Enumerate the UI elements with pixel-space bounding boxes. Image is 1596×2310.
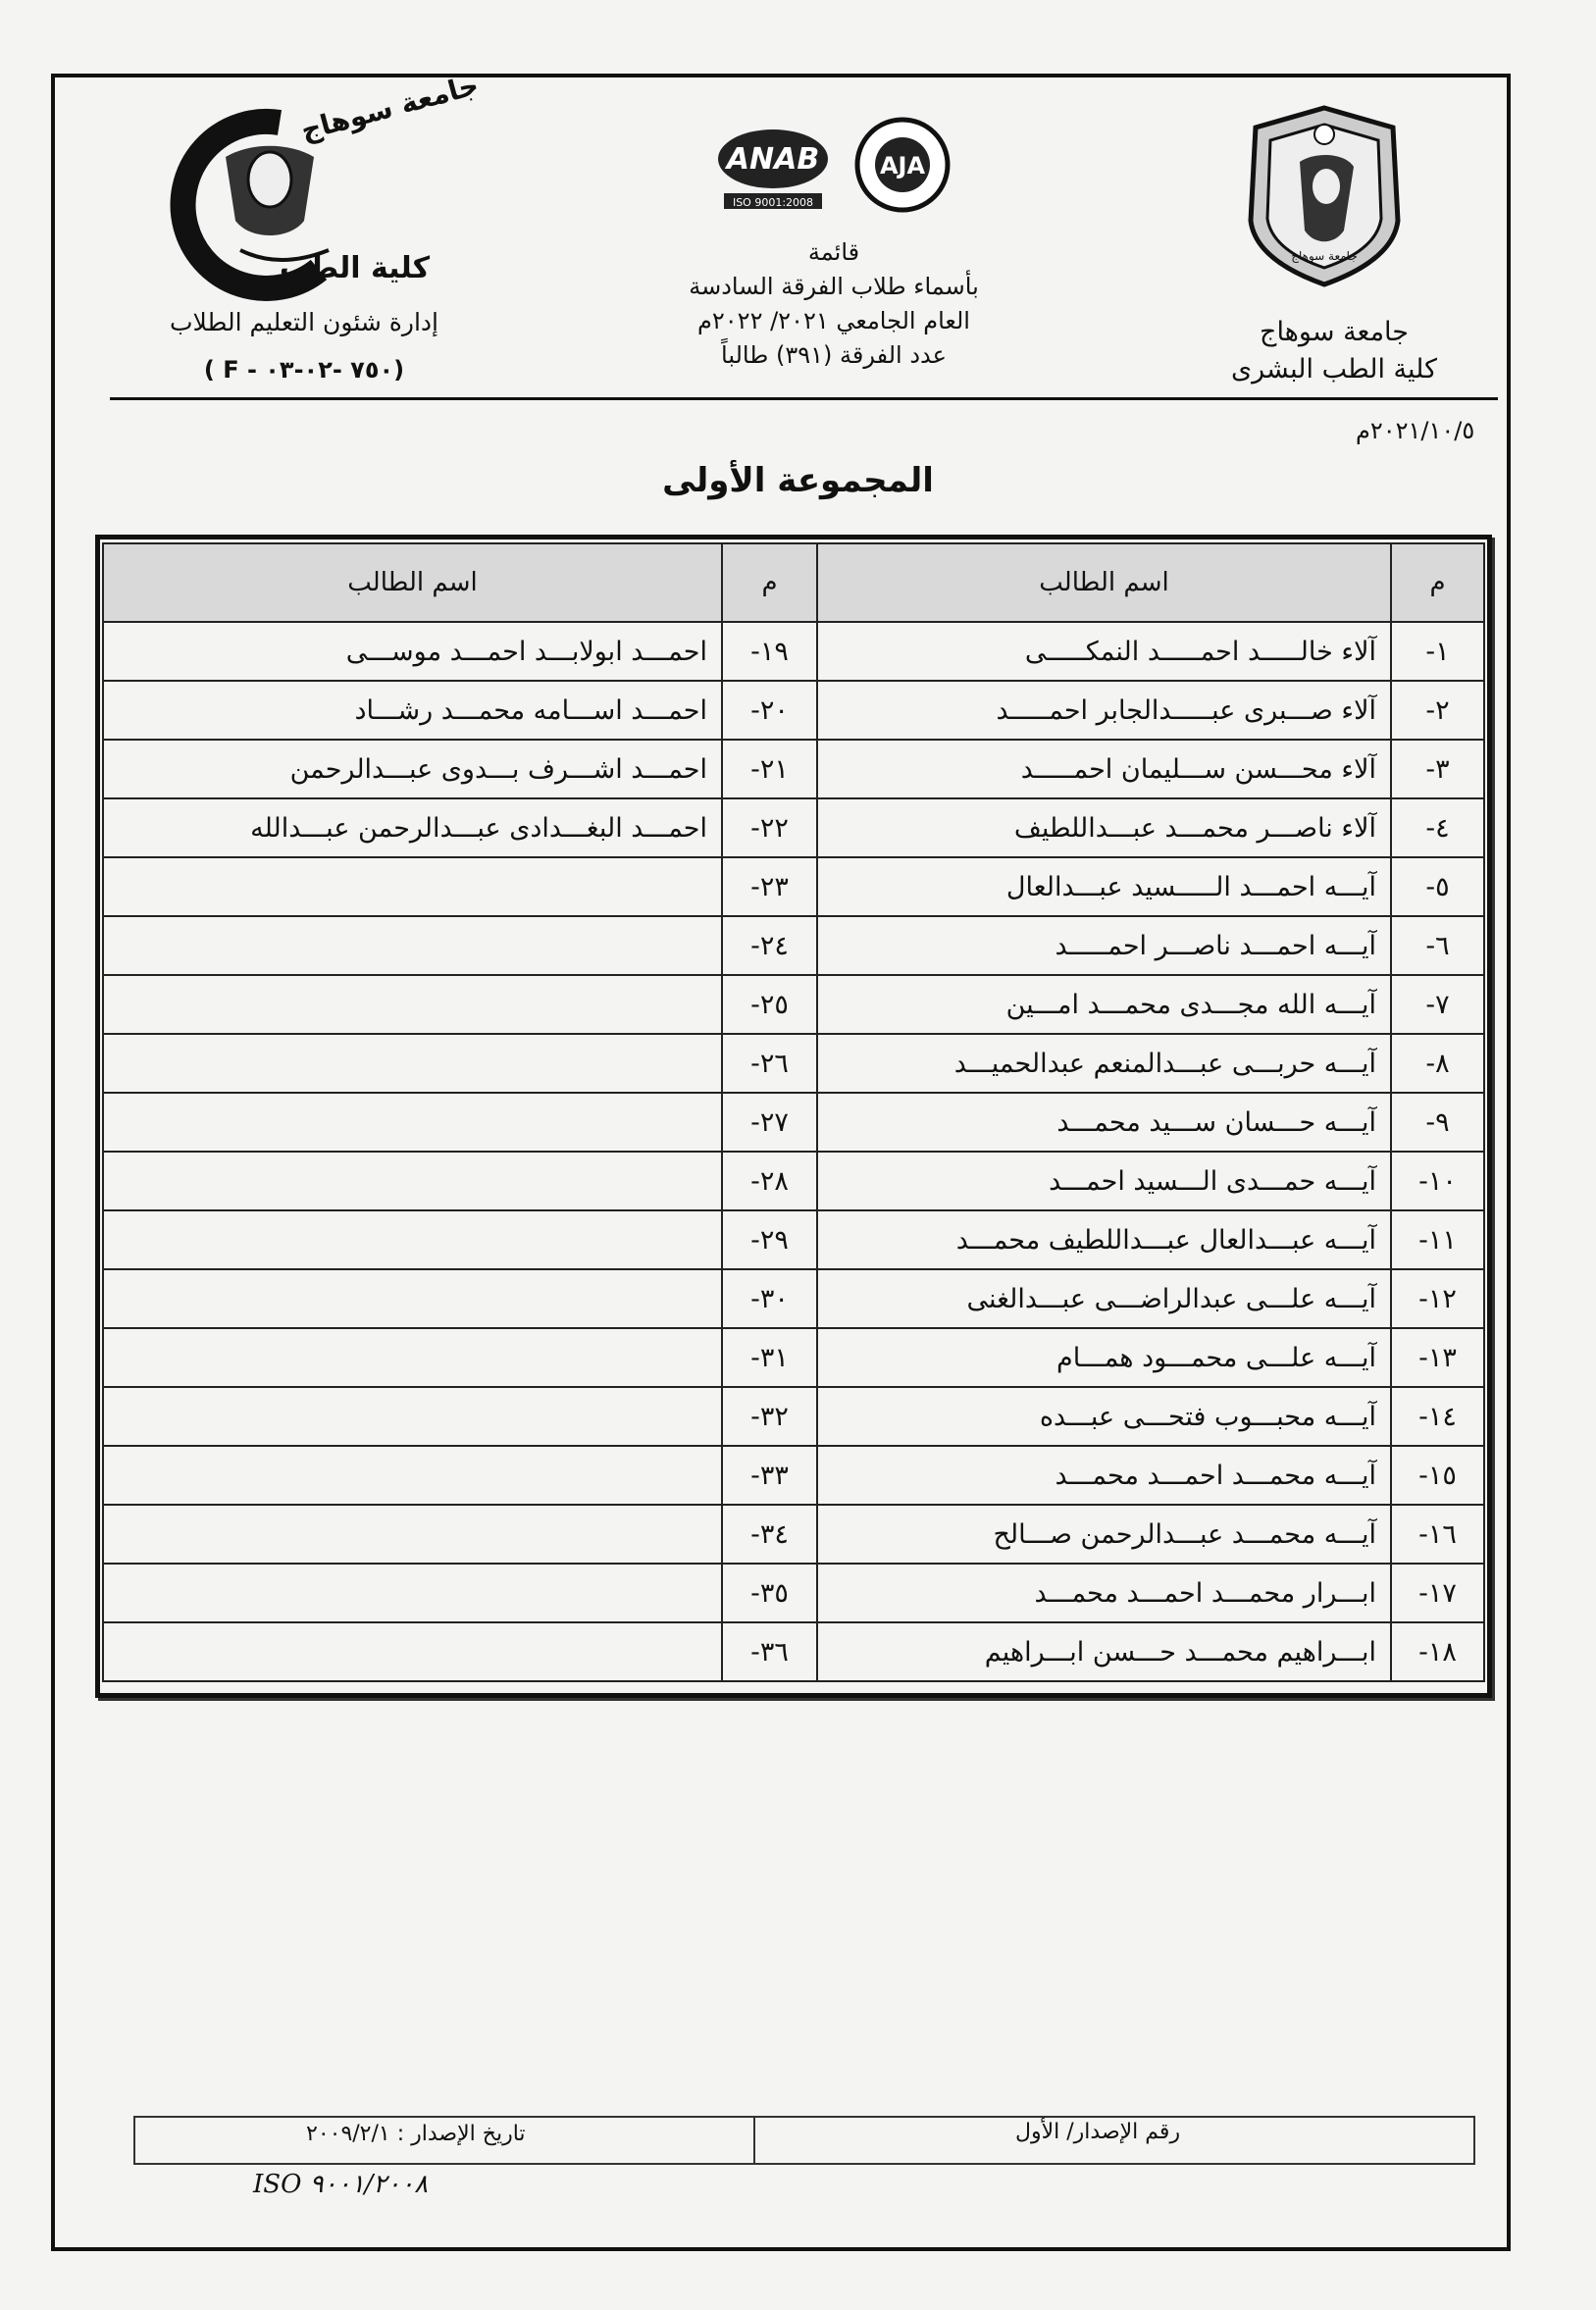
- faculty-name: كلية الطب البشرى: [1231, 354, 1437, 385]
- table-row: [103, 857, 1484, 916]
- student-name-right: آيـــه علـــى عبدالراضـــى عبـــدالغنى: [817, 1269, 1391, 1328]
- row-num-left: ٢٢-: [722, 798, 817, 857]
- row-num-left: ٣١-: [722, 1328, 817, 1387]
- row-num-right: ٥-: [1391, 857, 1484, 916]
- student-name-right: آيـــه محمـــد احمـــد محمـــد: [817, 1446, 1391, 1505]
- row-num-right: ١٤-: [1391, 1387, 1484, 1446]
- row-num-left: ٢٧-: [722, 1093, 817, 1152]
- row-num-right: ٣-: [1391, 740, 1484, 798]
- list-subtitle: بأسماء طلاب الفرقة السادسة: [689, 273, 979, 300]
- row-num-right: ١٣-: [1391, 1328, 1484, 1387]
- list-info-block: [618, 235, 1050, 373]
- row-num-right: ١٢-: [1391, 1269, 1484, 1328]
- issue-box-divider: [753, 2118, 755, 2163]
- table-row: [103, 1034, 1484, 1093]
- student-name-right: آيـــه حـــسان ســـيد محمـــد: [817, 1093, 1391, 1152]
- row-num-right: ٩-: [1391, 1093, 1484, 1152]
- student-name-right: آلاء محـــسن ســـليمان احمـــــد: [817, 740, 1391, 798]
- logo-left-top-text: جامعة سوهاج: [297, 68, 483, 147]
- table-row: [103, 916, 1484, 975]
- row-num-left: ٣٢-: [722, 1387, 817, 1446]
- table-row: [103, 1093, 1484, 1152]
- university-name: جامعة سوهاج: [1260, 317, 1409, 347]
- table-row: [103, 1269, 1484, 1328]
- student-name-right: آيـــه احمـــد ناصـــر احمـــــد: [817, 916, 1391, 975]
- aja-label: AJA: [879, 152, 926, 180]
- student-name-left: [103, 1152, 722, 1210]
- row-num-right: ١١-: [1391, 1210, 1484, 1269]
- row-num-left: ٢٨-: [722, 1152, 817, 1210]
- university-block: [1211, 314, 1457, 388]
- university-seal-right: [1246, 103, 1403, 289]
- student-name-right: آيـــه الله مجـــدى محمـــد امـــين: [817, 975, 1391, 1034]
- table-row: [103, 1505, 1484, 1564]
- table-row: [103, 1387, 1484, 1446]
- form-code: ( F - ٧٥٠ -٠٢-٠٣): [203, 356, 405, 384]
- student-name-left: [103, 916, 722, 975]
- table-row: [103, 1328, 1484, 1387]
- student-name-right: آلاء خالـــــد احمـــــد النمكـــــى: [817, 622, 1391, 681]
- row-num-right: ١-: [1391, 622, 1484, 681]
- row-num-left: ٣٤-: [722, 1505, 817, 1564]
- row-num-right: ١٠-: [1391, 1152, 1484, 1210]
- row-num-left: ١٩-: [722, 622, 817, 681]
- row-num-left: ٣٠-: [722, 1269, 817, 1328]
- student-name-right: آيـــه محبـــوب فتحـــى عبـــده: [817, 1387, 1391, 1446]
- table-row: [103, 740, 1484, 798]
- table-row: [103, 1564, 1484, 1622]
- student-name-right: ابـــراهيم محمـــد حـــسن ابـــراهيم: [817, 1622, 1391, 1681]
- col-header-num-right: م: [1391, 543, 1484, 622]
- student-name-left: [103, 975, 722, 1034]
- issue-number: رقم الإصدار/ الأول: [1015, 2120, 1181, 2144]
- student-name-left: احمـــد ابولابـــد احمـــد موســـى: [103, 622, 722, 681]
- student-name-left: [103, 1387, 722, 1446]
- faculty-logo-left: [132, 68, 483, 289]
- col-header-name-left: اسم الطالب: [103, 543, 722, 622]
- row-num-left: ٢٦-: [722, 1034, 817, 1093]
- student-name-left: [103, 1505, 722, 1564]
- col-header-name-right: اسم الطالب: [817, 543, 1391, 622]
- row-num-right: ١٧-: [1391, 1564, 1484, 1622]
- student-name-left: [103, 1622, 722, 1681]
- department-block: [142, 299, 466, 393]
- row-num-left: ٢٩-: [722, 1210, 817, 1269]
- table-row: [103, 681, 1484, 740]
- header-divider: [110, 397, 1498, 400]
- row-num-left: ٢٣-: [722, 857, 817, 916]
- table-body: [103, 622, 1484, 1681]
- row-num-left: ٣٥-: [722, 1564, 817, 1622]
- student-name-right: آيـــه حمـــدى الـــسيد احمـــد: [817, 1152, 1391, 1210]
- row-num-left: ٢٤-: [722, 916, 817, 975]
- student-name-right: آلاء صـــبرى عبـــــدالجابر احمـــــد: [817, 681, 1391, 740]
- logo-left-bottom-text: كلية الطب: [280, 251, 431, 285]
- accreditation-logos: [716, 118, 956, 216]
- student-name-left: [103, 857, 722, 916]
- table-row: [103, 1622, 1484, 1681]
- issue-date: تاريخ الإصدار : ٢٠٠٩/٢/١: [306, 2122, 526, 2146]
- student-name-right: آلاء ناصـــر محمـــد عبـــداللطيف: [817, 798, 1391, 857]
- row-num-left: ٣٣-: [722, 1446, 817, 1505]
- student-name-left: [103, 1328, 722, 1387]
- row-num-right: ١٥-: [1391, 1446, 1484, 1505]
- row-num-right: ١٨-: [1391, 1622, 1484, 1681]
- table-row: [103, 622, 1484, 681]
- group-title: المجموعة الأولى: [662, 461, 934, 500]
- list-title: قائمة: [807, 238, 860, 266]
- student-name-right: آيـــه محمـــد عبـــدالرحمن صـــالح: [817, 1505, 1391, 1564]
- student-name-right: آيـــه عبـــدالعال عبـــداللطيف محمـــد: [817, 1210, 1391, 1269]
- student-name-left: [103, 1210, 722, 1269]
- student-name-left: [103, 1269, 722, 1328]
- academic-year: العام الجامعي ٢٠٢١/ ٢٠٢٢م: [697, 307, 970, 334]
- student-table: [102, 542, 1485, 1682]
- student-name-left: احمـــد اســـامه محمـــد رشـــاد: [103, 681, 722, 740]
- table-row: [103, 798, 1484, 857]
- department-name: إدارة شئون التعليم الطلاب: [170, 308, 438, 336]
- seal-text: جامعة سوهاج: [1291, 249, 1358, 263]
- table-row: [103, 975, 1484, 1034]
- table-row: [103, 1446, 1484, 1505]
- student-name-left: [103, 1034, 722, 1093]
- student-name-left: [103, 1093, 722, 1152]
- student-name-left: [103, 1564, 722, 1622]
- row-num-right: ٨-: [1391, 1034, 1484, 1093]
- row-num-left: ٢٥-: [722, 975, 817, 1034]
- row-num-right: ٢-: [1391, 681, 1484, 740]
- row-num-right: ٦-: [1391, 916, 1484, 975]
- row-num-left: ٣٦-: [722, 1622, 817, 1681]
- iso-code: ISO ٩٠٠١/٢٠٠٨: [253, 2170, 429, 2199]
- document-date: ٢٠٢١/١٠/٥م: [1356, 417, 1475, 444]
- class-count: عدد الفرقة (٣٩١) طالباً: [721, 341, 947, 369]
- row-num-left: ٢٠-: [722, 681, 817, 740]
- student-name-left: احمـــد اشـــرف بـــدوى عبـــدالرحمن: [103, 740, 722, 798]
- student-name-right: ابـــرار محمـــد احمـــد محمـــد: [817, 1564, 1391, 1622]
- row-num-right: ١٦-: [1391, 1505, 1484, 1564]
- row-num-right: ٧-: [1391, 975, 1484, 1034]
- anab-sub: ISO 9001:2008: [732, 196, 814, 209]
- row-num-right: ٤-: [1391, 798, 1484, 857]
- student-name-left: [103, 1446, 722, 1505]
- student-name-right: آيـــه علـــى محمـــود همـــام: [817, 1328, 1391, 1387]
- anab-label: ANAB: [726, 142, 820, 177]
- table-row: [103, 1152, 1484, 1210]
- table-header-row: [103, 543, 1484, 622]
- row-num-left: ٢١-: [722, 740, 817, 798]
- student-name-right: آيـــه احمـــد الـــــسيد عبـــدالعال: [817, 857, 1391, 916]
- table-row: [103, 1210, 1484, 1269]
- student-name-right: آيـــه حربـــى عبـــدالمنعم عبدالحميـــد: [817, 1034, 1391, 1093]
- col-header-num-left: م: [722, 543, 817, 622]
- student-name-left: احمـــد البغـــدادى عبـــدالرحمن عبـــدالله: [103, 798, 722, 857]
